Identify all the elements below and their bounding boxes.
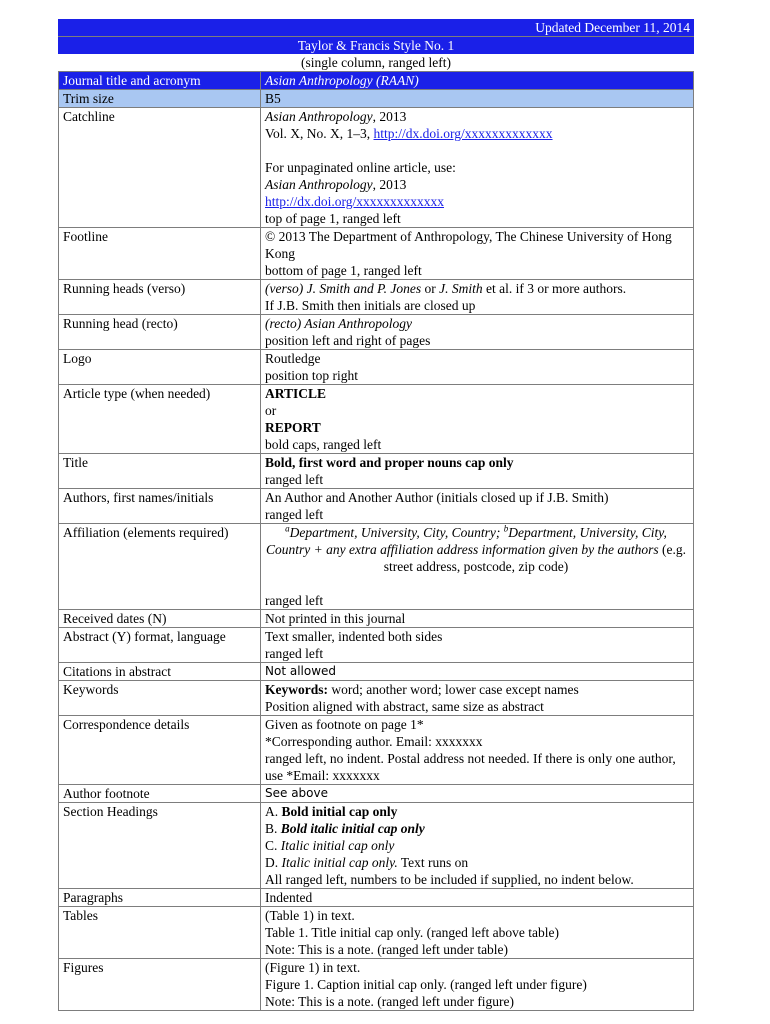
- keywords-rest: word; another word; lower case except names: [328, 682, 579, 697]
- footline-position: bottom of page 1, ranged left: [265, 263, 422, 278]
- affiliation-sup-a: a: [285, 523, 290, 534]
- abstract-format: Text smaller, indented both sides: [265, 629, 443, 644]
- label-affiliation: Affiliation (elements required): [59, 524, 261, 610]
- headings-note: All ranged left, numbers to be included if supplied, no indent below.: [265, 872, 634, 887]
- row-footline: [59, 228, 694, 280]
- style-title: Taylor & Francis Style No. 1: [58, 37, 694, 54]
- label-received: Received dates (N): [59, 610, 261, 628]
- heading-b: Bold italic initial cap only: [280, 821, 425, 836]
- tables-in-text: (Table 1) in text.: [265, 908, 355, 923]
- row-running-verso: [59, 280, 694, 315]
- value-trim: B5: [261, 90, 694, 108]
- value-received: Not printed in this journal: [261, 610, 694, 628]
- catchline-position: top of page 1, ranged left: [265, 211, 401, 226]
- value-authors: [261, 489, 694, 524]
- label-author-footnote: Author footnote: [59, 785, 261, 803]
- value-footline: [261, 228, 694, 280]
- row-authors: [59, 489, 694, 524]
- row-journal: [59, 72, 694, 90]
- article-type-article: ARTICLE: [265, 386, 327, 401]
- style-sheet: [58, 19, 694, 1011]
- keywords-position: Position aligned with abstract, same size as abstract: [265, 699, 544, 714]
- catchline-doi-link-2[interactable]: http://dx.doi.org/xxxxxxxxxxxxx: [265, 194, 445, 209]
- value-title: [261, 454, 694, 489]
- heading-a: Bold initial cap only: [281, 804, 398, 819]
- row-figures: [59, 959, 694, 1011]
- article-type-report: REPORT: [265, 420, 321, 435]
- value-journal: Asian Anthropology (RAAN): [261, 72, 694, 90]
- abstract-position: ranged left: [265, 646, 324, 661]
- label-keywords: Keywords: [59, 681, 261, 716]
- label-article-type: Article type (when needed): [59, 385, 261, 454]
- label-running-verso: Running heads (verso): [59, 280, 261, 315]
- row-catchline: [59, 108, 694, 228]
- label-citations: Citations in abstract: [59, 663, 261, 681]
- value-paragraphs: Indented: [261, 889, 694, 907]
- row-logo: [59, 350, 694, 385]
- label-running-recto: Running head (recto): [59, 315, 261, 350]
- row-title: [59, 454, 694, 489]
- label-abstract: Abstract (Y) format, language: [59, 628, 261, 663]
- catchline-year: , 2013: [372, 109, 407, 124]
- value-tables: [261, 907, 694, 959]
- figures-in-text: (Figure 1) in text.: [265, 960, 361, 975]
- figures-note: Note: This is a note. (ranged left under figure): [265, 994, 515, 1009]
- label-figures: Figures: [59, 959, 261, 1011]
- affiliation-part-2: Department, University, City, Country + any extra affiliation address information given by the authors: [266, 525, 667, 557]
- title-rule: Bold, first word and proper nouns cap only: [265, 455, 514, 470]
- figures-caption: Figure 1. Caption initial cap only. (ranged left under figure): [265, 977, 587, 992]
- heading-a-prefix: A.: [265, 804, 282, 819]
- correspondence-example: *Corresponding author. Email: xxxxxxx: [265, 734, 483, 749]
- article-type-note: bold caps, ranged left: [265, 437, 382, 452]
- value-catchline: [261, 108, 694, 228]
- correspondence-footnote: Given as footnote on page 1*: [265, 717, 424, 732]
- value-keywords: [261, 681, 694, 716]
- row-section-headings: [59, 803, 694, 889]
- catchline-doi-link[interactable]: http://dx.doi.org/xxxxxxxxxxxxx: [373, 126, 553, 141]
- row-affiliation: [59, 524, 694, 610]
- logo-position: position top right: [265, 368, 359, 383]
- row-abstract: [59, 628, 694, 663]
- catchline-journal-2: Asian Anthropology: [265, 177, 373, 192]
- value-citations: Not allowed: [261, 663, 694, 681]
- value-affiliation: [261, 524, 694, 610]
- label-catchline: Catchline: [59, 108, 261, 228]
- value-section-headings: [261, 803, 694, 889]
- authors-position: ranged left: [265, 507, 324, 522]
- heading-d-prefix: D.: [265, 855, 282, 870]
- row-received: [59, 610, 694, 628]
- affiliation-sup-b: b: [503, 523, 509, 534]
- style-table: [58, 71, 694, 1011]
- article-type-or: or: [265, 403, 277, 418]
- heading-c: Italic initial cap only: [280, 838, 395, 853]
- row-paragraphs: [59, 889, 694, 907]
- label-trim: Trim size: [59, 90, 261, 108]
- row-article-type: [59, 385, 694, 454]
- row-keywords: [59, 681, 694, 716]
- updated-bar: Updated December 11, 2014: [58, 19, 694, 37]
- row-citations: [59, 663, 694, 681]
- correspondence-note: ranged left, no indent. Postal address not needed. If there is only one author, use *Email: xxxxxxx: [265, 751, 676, 783]
- tables-note: Note: This is a note. (ranged left under table): [265, 942, 509, 957]
- label-correspondence: Correspondence details: [59, 716, 261, 785]
- recto-position: position left and right of pages: [265, 333, 431, 348]
- logo-name: Routledge: [265, 351, 321, 366]
- value-running-verso: [261, 280, 694, 315]
- affiliation-part-1: Department, University, City, Country;: [289, 525, 504, 540]
- catchline-vol: Vol. X, No. X, 1–3,: [265, 126, 374, 141]
- heading-d-rest: Text runs on: [397, 855, 469, 870]
- row-trim: [59, 90, 694, 108]
- row-running-recto: [59, 315, 694, 350]
- row-author-footnote: [59, 785, 694, 803]
- recto-example: (recto) Asian Anthropology: [265, 316, 412, 331]
- affiliation-example: [265, 524, 693, 575]
- verso-example: (verso) J. Smith and P. Jones: [265, 281, 422, 296]
- value-article-type: [261, 385, 694, 454]
- verso-note: If J.B. Smith then initials are closed up: [265, 298, 476, 313]
- heading-b-prefix: B.: [265, 821, 281, 836]
- verso-or: or: [421, 281, 440, 296]
- value-logo: [261, 350, 694, 385]
- catchline-year-2: , 2013: [372, 177, 407, 192]
- label-authors: Authors, first names/initials: [59, 489, 261, 524]
- keywords-bold: Keywords:: [265, 682, 328, 697]
- value-abstract: [261, 628, 694, 663]
- value-running-recto: [261, 315, 694, 350]
- row-tables: [59, 907, 694, 959]
- footline-copyright: © 2013 The Department of Anthropology, The Chinese University of Hong Kong: [265, 229, 672, 261]
- tables-title: Table 1. Title initial cap only. (ranged left above table): [265, 925, 559, 940]
- catchline-unpaginated: For unpaginated online article, use:: [265, 160, 456, 175]
- authors-example: An Author and Another Author (initials closed up if J.B. Smith): [265, 490, 609, 505]
- affiliation-part-3: (e.g. street address, postcode, zip code): [383, 542, 686, 574]
- layout-note: (single column, ranged left): [301, 55, 451, 70]
- label-paragraphs: Paragraphs: [59, 889, 261, 907]
- value-correspondence: [261, 716, 694, 785]
- value-figures: [261, 959, 694, 1011]
- catchline-journal: Asian Anthropology: [265, 109, 373, 124]
- heading-d: Italic initial cap only.: [281, 855, 398, 870]
- label-section-headings: Section Headings: [59, 803, 261, 889]
- verso-rest: et al. if 3 or more authors.: [482, 281, 627, 296]
- value-author-footnote: See above: [261, 785, 694, 803]
- label-tables: Tables: [59, 907, 261, 959]
- title-position: ranged left: [265, 472, 324, 487]
- label-journal: Journal title and acronym: [59, 72, 261, 90]
- row-correspondence: [59, 716, 694, 785]
- verso-jsmith: J. Smith: [439, 281, 483, 296]
- label-logo: Logo: [59, 350, 261, 385]
- heading-c-prefix: C.: [265, 838, 281, 853]
- affiliation-position: ranged left: [265, 593, 324, 608]
- label-title: Title: [59, 454, 261, 489]
- label-footline: Footline: [59, 228, 261, 280]
